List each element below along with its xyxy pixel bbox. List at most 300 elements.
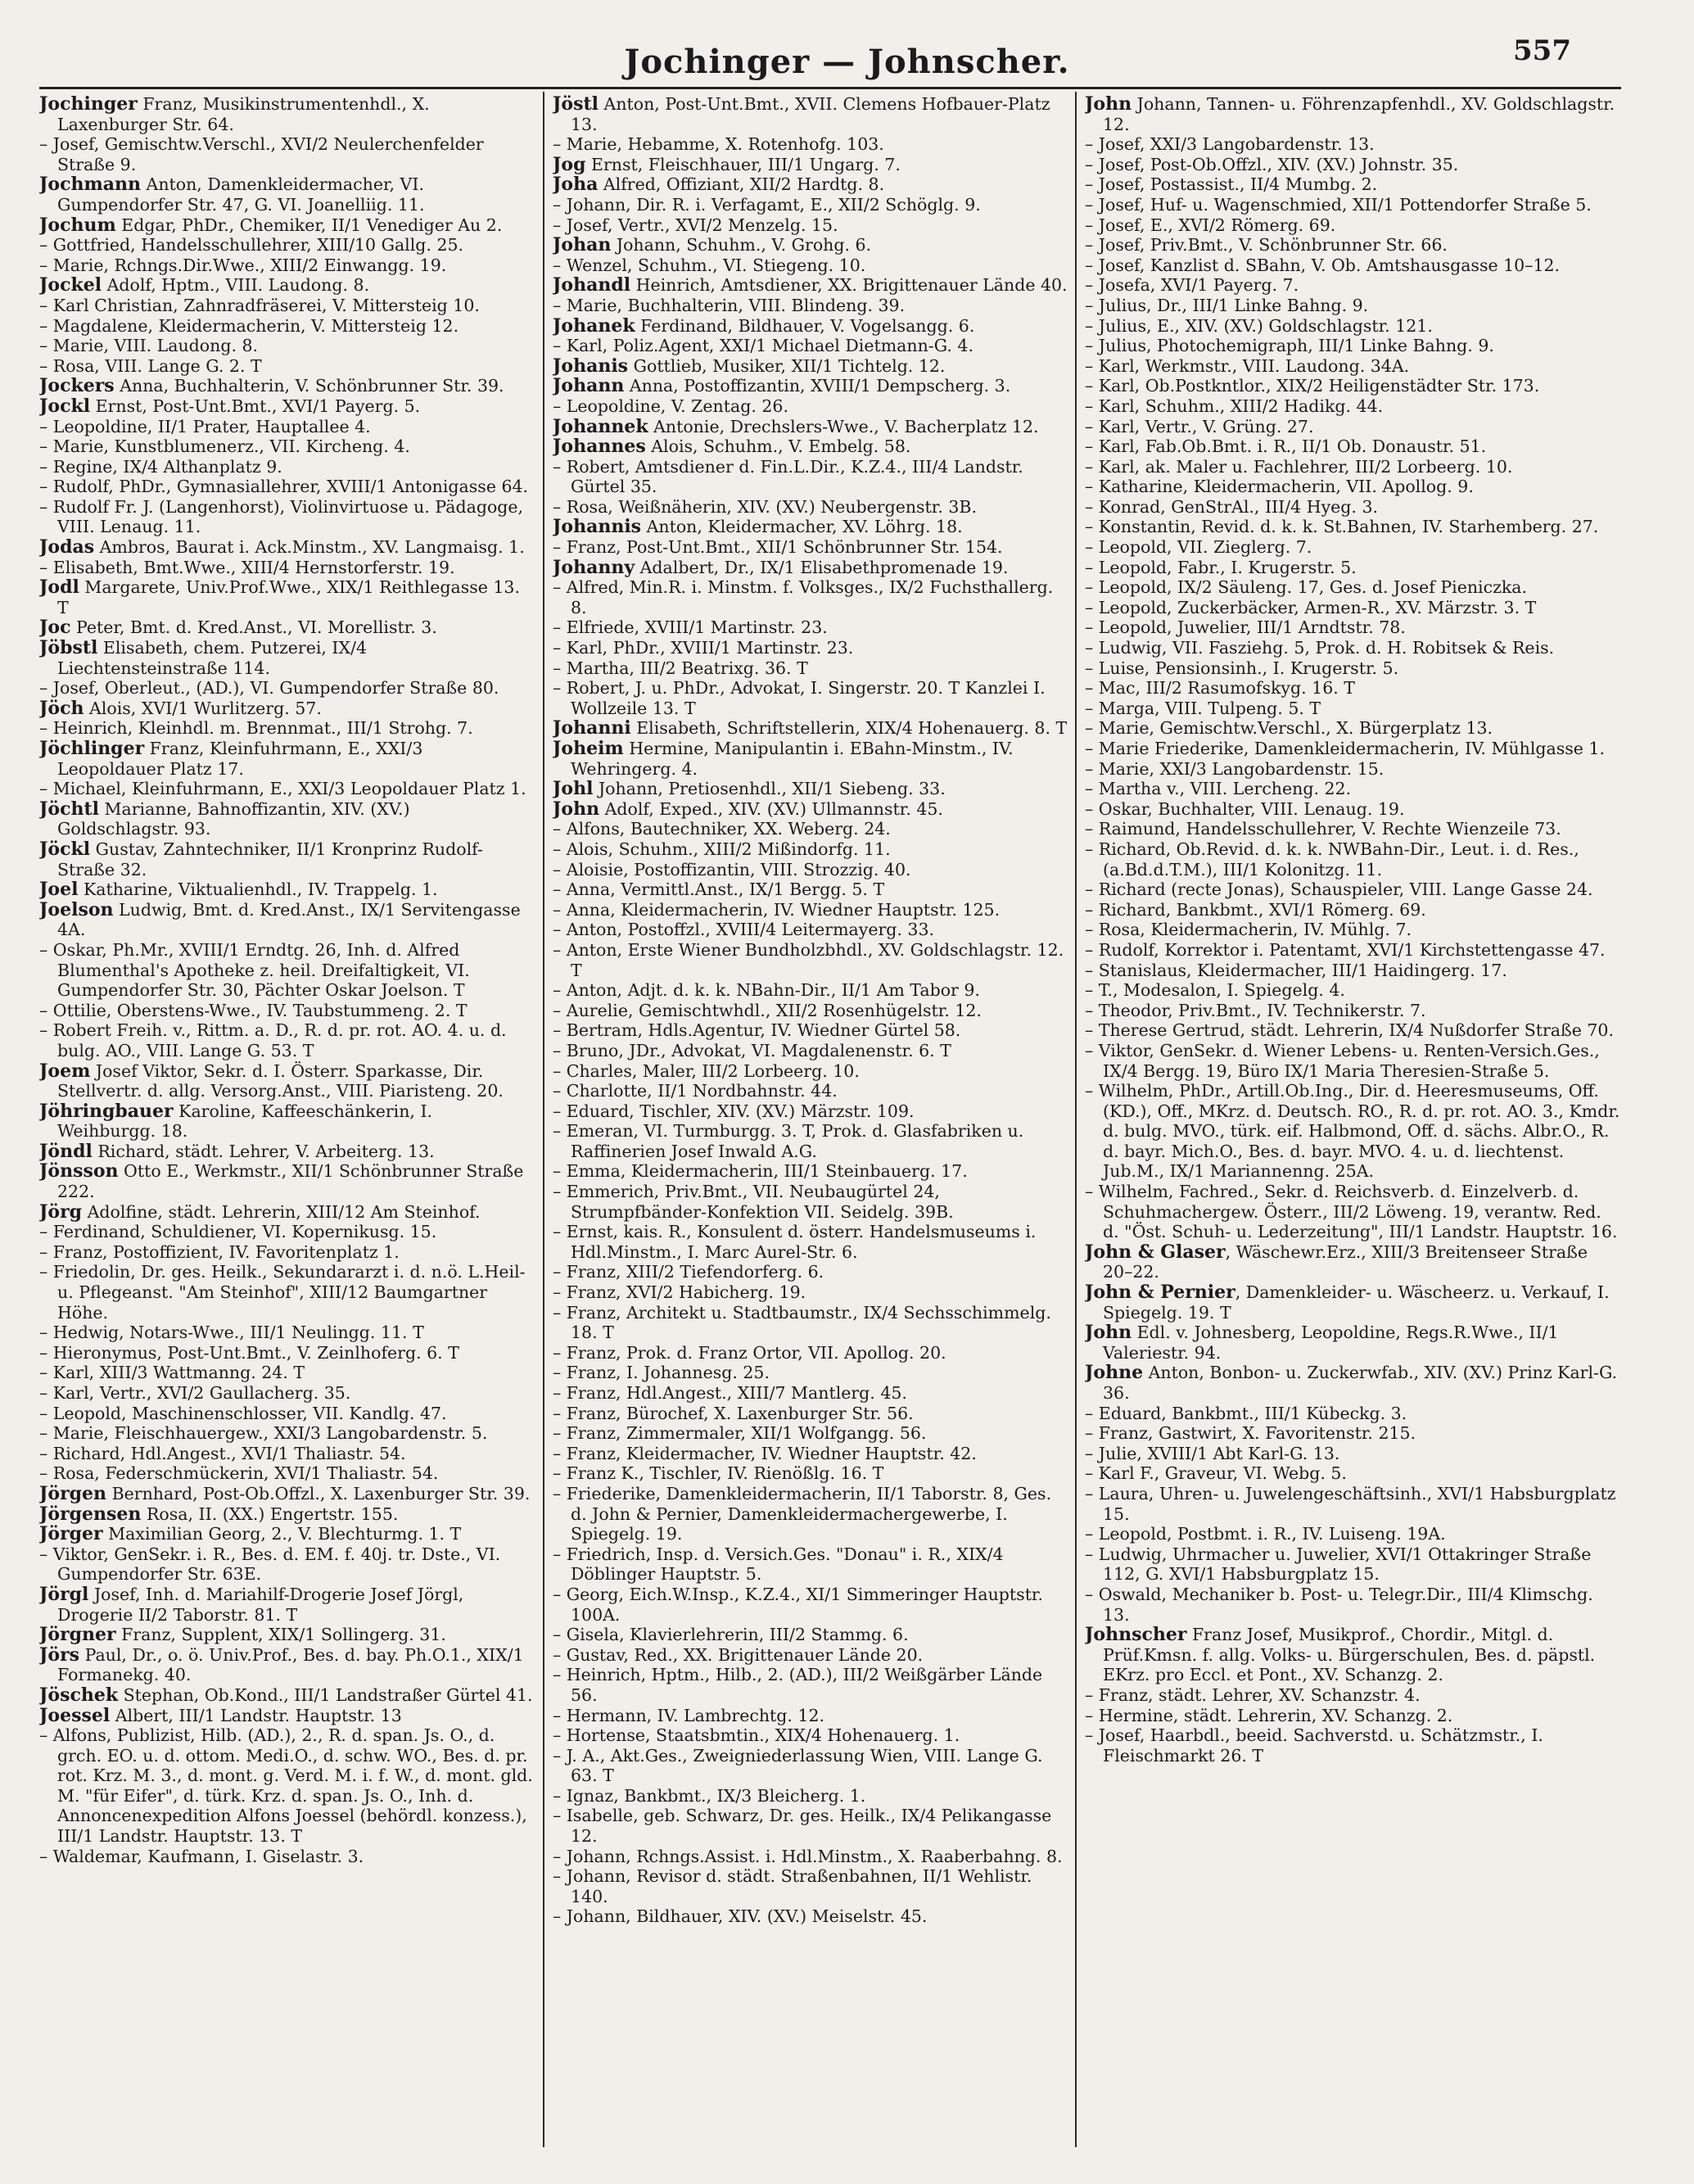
entry-text: – Leopold, IX/2 Säuleng. 17, Ges. d. Josef Pieniczka. [1085, 577, 1528, 598]
directory-entry [553, 457, 1068, 497]
entry-text: – Hermann, IV. Lambrechtg. 12. [553, 1705, 825, 1725]
directory-entry [553, 1806, 1068, 1846]
directory-entry [553, 1866, 1068, 1906]
entry-text: Ernst, Post-Unt.Bmt., XVI/1 Payerg. 5. [90, 396, 421, 416]
entry-text: – Marga, VIII. Tulpeng. 5. T [1085, 698, 1321, 718]
entry-text: – Rosa, Weißnäherin, XIV. (XV.) Neubergenstr. 3B. [553, 496, 977, 517]
entry-surname: Jörgner [39, 1624, 116, 1646]
directory-entry [1085, 699, 1621, 719]
entry-text: – Karl, Vertr., V. Grüng. 27. [1085, 416, 1314, 436]
entry-text: – Georg, Eich.W.Insp., K.Z.4., XI/1 Simmeringer Hauptstr. 100A. [553, 1584, 1043, 1625]
entry-text: – Therese Gertrud, städt. Lehrerin, IX/4 Nußdorfer Straße 70. [1085, 1020, 1614, 1041]
entry-text: – Elisabeth, Bmt.Wwe., XIII/4 Hernstorferstr. 19. [39, 557, 455, 577]
directory-entry [39, 1242, 535, 1263]
directory-entry [553, 577, 1068, 617]
directory-entry [1085, 577, 1621, 598]
entry-text: – Julius, Dr., III/1 Linke Bahng. 9. [1085, 295, 1369, 315]
entry-text: Ferdinand, Bildhauer, V. Vogelsangg. 6. [635, 315, 975, 336]
entry-text: Katharine, Viktualienhdl., IV. Trappelg. 1. [78, 879, 438, 900]
entry-surname: Joheim [553, 738, 624, 759]
directory-entry [39, 739, 535, 779]
entry-text: – Karl, Schuhm., XIII/2 Hadikg. 44. [1085, 396, 1384, 416]
entry-text: – Josef, Priv.Bmt., V. Schönbrunner Str. 66. [1085, 235, 1448, 255]
directory-entry [1085, 1001, 1621, 1021]
directory-entry [553, 296, 1068, 316]
column-divider [543, 92, 544, 2147]
entry-text: – Josef, Gemischtw.Verschl., XVI/2 Neulerchenfelder Straße 9. [39, 134, 484, 174]
entry-text: Franz, Musikinstrumentenhdl., X. Laxenburger Str. 64. [57, 94, 430, 134]
directory-entry [39, 799, 535, 839]
entry-text: – Isabelle, geb. Schwarz, Dr. ges. Heilk., IX/4 Pelikangasse 12. [553, 1806, 1052, 1847]
entry-text: – Alfons, Publizist, Hilb. (AD.), 2., R. d. span. Js. O., d. grch. EO. u. d. ottom. Medi.O., d. schw. WO., Bes. d. pr. rot. Krz. M. 3., d. mont. g. Verd. M. i. f. W., d. mont. gld. M. "für Eifer", d. türk. Krz. d. span. Js. O., Inh. d. Annoncenexpedition Alfons Joessel (behördl. konzess.), III/1 Landstr. Hauptstr. 13. T [39, 1725, 533, 1847]
directory-entry [39, 1061, 535, 1101]
entry-text: – Bruno, JDr., Advokat, VI. Magdalenenstr. 6. T [553, 1040, 951, 1060]
directory-entry [1085, 336, 1621, 356]
directory-entry [39, 537, 535, 558]
directory-entry [553, 1463, 1068, 1484]
directory-entry [1085, 316, 1621, 337]
entry-text: – Leopoldine, II/1 Prater, Hauptallee 4. [39, 416, 371, 436]
entry-text: Alois, Schuhm., V. Embelg. 58. [645, 436, 911, 457]
directory-entry [1085, 457, 1621, 477]
entry-text: – Anna, Kleidermacherin, IV. Wiedner Hauptstr. 125. [553, 899, 1001, 920]
entry-text: – Karl, Poliz.Agent, XXI/1 Michael Dietmann-G. 4. [553, 336, 973, 356]
directory-entry [39, 638, 535, 678]
entry-text: Anton, Damenkleidermacher, VI. Gumpendorfer Str. 47, G. VI. Joanelliig. 11. [57, 174, 425, 215]
entry-surname: Johanny [553, 556, 635, 578]
entry-text: – Franz, Architekt u. Stadtbaumstr., IX/4 Sechsschimmelg. 18. T [553, 1302, 1051, 1343]
entry-surname: Jöbstl [39, 637, 98, 659]
entry-text: – Leopold, Fabr., I. Krugerstr. 5. [1085, 557, 1357, 577]
directory-entry [1085, 1625, 1621, 1685]
directory-entry [553, 900, 1068, 920]
entry-surname: Jodl [39, 577, 79, 599]
directory-entry [553, 678, 1068, 718]
directory-entry [39, 1222, 535, 1242]
directory-entry [1085, 235, 1621, 255]
entry-surname: Jörgen [39, 1482, 107, 1504]
directory-entry [39, 94, 535, 134]
directory-entry [1085, 134, 1621, 155]
entry-text: – Elfriede, XVIII/1 Martinstr. 23. [553, 617, 828, 638]
entry-text: – Karl, XIII/3 Wattmanng. 24. T [39, 1363, 305, 1383]
directory-entry [39, 417, 535, 437]
entry-text: – Konrad, GenStrAl., III/4 Hyeg. 3. [1085, 496, 1379, 517]
directory-entry [553, 336, 1068, 356]
entry-text: – Karl Christian, Zahnradfräserei, V. Mittersteig 10. [39, 295, 480, 315]
entry-text: – Friedolin, Dr. ges. Heilk., Sekundararzt i. d. n.ö. L.Heil- u. Pflegeanst. "Am Steinhof", XIII/12 Baumgartner Höhe. [39, 1262, 526, 1323]
entry-text: – Johann, Dir. R. i. Verfagamt, E., XII/2 Schöglg. 9. [553, 194, 981, 215]
directory-entry [39, 275, 535, 296]
directory-entry [39, 1383, 535, 1404]
entry-text: – Regine, IX/4 Althanplatz 9. [39, 456, 282, 477]
directory-entry [39, 457, 535, 477]
directory-entry [553, 1725, 1068, 1746]
entry-surname: Johandl [553, 274, 631, 296]
entry-surname: Jörs [39, 1644, 80, 1666]
directory-entry [1085, 1041, 1621, 1081]
directory-entry [553, 215, 1068, 236]
entry-surname: Jönsson [39, 1160, 119, 1182]
directory-entry [553, 1665, 1068, 1705]
entry-surname: Johne [1085, 1362, 1144, 1384]
entry-text: , Damenkleider- u. Wäscheerz. u. Verkauf, I. Spiegelg. 19. T [1103, 1282, 1610, 1323]
directory-entry [1085, 1484, 1621, 1524]
entry-text: – Richard, Bankbmt., XVI/1 Römerg. 69. [1085, 899, 1426, 920]
directory-entry [39, 1161, 535, 1201]
directory-entry [553, 1383, 1068, 1404]
entry-text: Marianne, Bahnoffizantin, XIV. (XV.) Goldschlagstr. 93. [57, 798, 410, 839]
entry-surname: Jörger [39, 1523, 103, 1545]
directory-entry [1085, 839, 1621, 879]
directory-entry [553, 658, 1068, 679]
entry-text: – Eduard, Bankbmt., III/1 Kübeckg. 3. [1085, 1403, 1407, 1423]
directory-entry [553, 799, 1068, 820]
entry-surname: Jöndl [39, 1140, 93, 1162]
entry-text: Alois, XVI/1 Wurlitzerg. 57. [84, 698, 322, 718]
directory-entry [39, 376, 535, 396]
entry-text: – Leopold, Maschinenschlosser, VII. Kandlg. 47. [39, 1403, 447, 1423]
entry-text: – Josef, Haarbdl., beeid. Sachverstd. u. Schätzmstr., I. Fleischmarkt 26. T [1085, 1725, 1543, 1766]
entry-text: Johann, Schuhm., V. Grohg. 6. [611, 235, 872, 255]
directory-entry [39, 235, 535, 255]
directory-entry [39, 577, 535, 617]
directory-entry [1085, 477, 1621, 497]
directory-entry [1085, 195, 1621, 215]
entry-surname: John [553, 798, 600, 820]
directory-entry [553, 718, 1068, 739]
entry-text: – Franz, Hdl.Angest., XIII/7 Mantlerg. 45. [553, 1383, 907, 1403]
entry-text: – Johann, Bildhauer, XIV. (XV.) Meiselstr. 45. [553, 1906, 928, 1927]
entry-text: – Johann, Rchngs.Assist. i. Hdl.Minstm., X. Raaberbahng. 8. [553, 1846, 1063, 1866]
directory-entry [39, 336, 535, 356]
entry-text: – Rudolf, Korrektor i. Patentamt, XVI/1 Kirchstettengasse 47. [1085, 939, 1606, 960]
directory-entry [553, 1020, 1068, 1041]
directory-entry [1085, 94, 1621, 134]
directory-entry [39, 1706, 535, 1726]
entry-surname: Johannis [553, 516, 642, 538]
entry-text: Adolf, Hptm., VIII. Laudong. 8. [102, 275, 370, 296]
directory-entry [39, 1645, 535, 1685]
entry-text: – Leopold, Postbmt. i. R., IV. Luiseng. 19A. [1085, 1524, 1446, 1544]
directory-entry [553, 134, 1068, 155]
directory-entry [1085, 517, 1621, 537]
entry-text: Anna, Buchhalterin, V. Schönbrunner Str. 39. [114, 376, 504, 396]
directory-entry [553, 940, 1068, 980]
entry-text: – Josef, Postassist., II/4 Mumbg. 2. [1085, 174, 1378, 195]
entry-surname: Jöchlinger [39, 738, 145, 759]
entry-text: – Franz, städt. Lehrer, XV. Schanzstr. 4. [1085, 1684, 1421, 1705]
entry-text: – Franz, XVI/2 Habicherg. 19. [553, 1282, 806, 1303]
entry-text: – Franz, Zimmermaler, XII/1 Wolfgangg. 56. [553, 1423, 927, 1444]
entry-surname: John [1085, 94, 1132, 115]
directory-entry [1085, 376, 1621, 396]
entry-text: – Ludwig, Uhrmacher u. Juwelier, XVI/1 Ottakringer Straße 112, G. XVI/1 Habsburgplatz 15. [1085, 1544, 1592, 1585]
entry-surname: Joc [39, 617, 71, 639]
entry-surname: Jöstl [553, 94, 599, 115]
entry-surname: Joha [553, 174, 599, 196]
entry-text: Hermine, Manipulantin i. EBahn-Minstm., IV. Wehringerg. 4. [571, 739, 1014, 779]
entry-text: – Josef, XXI/3 Langobardenstr. 13. [1085, 134, 1375, 155]
entry-text: – Marie, Kunstblumenerz., VII. Kircheng. 4. [39, 436, 410, 457]
running-head: Jochinger — Johnscher. [624, 43, 1070, 81]
entry-text: – Karl, Werkmstr., VIII. Laudong. 34A. [1085, 355, 1410, 376]
directory-entry [553, 235, 1068, 255]
directory-entry [39, 1404, 535, 1424]
directory-entry [1085, 879, 1621, 900]
directory-entry [39, 1020, 535, 1060]
directory-entry [1085, 215, 1621, 236]
entry-surname: Johl [553, 778, 594, 800]
directory-entry [39, 1363, 535, 1383]
entry-text: – Josef, E., XVI/2 Römerg. 69. [1085, 215, 1336, 235]
directory-entry [1085, 961, 1621, 981]
page-header [0, 34, 1694, 84]
directory-entry [553, 1625, 1068, 1645]
directory-entry [39, 779, 535, 799]
directory-entry [1085, 1020, 1621, 1041]
directory-entry [39, 1625, 535, 1645]
directory-entry [1085, 739, 1621, 759]
entry-text: Elisabeth, chem. Putzerei, IX/4 Liechtensteinstraße 114. [57, 638, 368, 678]
entry-text: – Katharine, Kleidermacherin, VII. Apollog. 9. [1085, 477, 1474, 497]
entry-surname: John [1085, 1322, 1132, 1344]
directory-entry [553, 1645, 1068, 1666]
directory-entry [39, 255, 535, 276]
entry-text: – Wilhelm, Fachred., Sekr. d. Reichsverb. d. Einzelverb. d. Schuhmachergew. Österr., III/2 Löweng. 19, verantw. Red. d. "Öst. Schuh- u. Lederzeitung", III/1 Landstr. Hauptstr. 16. [1085, 1182, 1618, 1242]
directory-entry [553, 1444, 1068, 1464]
directory-entry [553, 920, 1068, 940]
directory-entry [1085, 1725, 1621, 1766]
entry-text: Josef Viktor, Sekr. d. I. Österr. Sparkasse, Dir. Stellvertr. d. allg. Versorg.Anst., VIII. Piaristeng. 20. [57, 1060, 504, 1101]
entry-text: – Richard (recte Jonas), Schauspieler, VIII. Lange Gasse 24. [1085, 879, 1593, 900]
entry-text: Rosa, II. (XX.) Engertstr. 155. [141, 1503, 399, 1524]
entry-text: Ambros, Baurat i. Ack.Minstm., XV. Langmaisg. 1. [94, 537, 525, 558]
entry-text: – Franz K., Tischler, IV. Rienößlg. 16. T [553, 1463, 884, 1484]
entry-text: Anton, Bonbon- u. Zuckerwfab., XIV. (XV.) Prinz Karl-G. 36. [1103, 1363, 1618, 1403]
entry-text: Paul, Dr., o. ö. Univ.Prof., Bes. d. bay. Ph.O.1., XIX/1 Formanekg. 40. [57, 1644, 524, 1685]
entry-text: – Anton, Postoffzl., XVIII/4 Leitermayerg. 33. [553, 920, 935, 940]
directory-entry [39, 134, 535, 174]
directory-entry [553, 1041, 1068, 1061]
entry-surname: Johnscher [1085, 1624, 1187, 1646]
directory-entry [1085, 497, 1621, 518]
directory-entry [39, 879, 535, 900]
entry-text: – Julius, Photochemigraph, III/1 Linke Bahng. 9. [1085, 336, 1494, 356]
entry-surname: Joem [39, 1060, 91, 1082]
entry-text: – Marie, Fleischhauergew., XXI/3 Langobardenstr. 5. [39, 1423, 488, 1444]
directory-entry [39, 1524, 535, 1544]
directory-entry [1085, 1323, 1621, 1363]
entry-text: – Franz, XIII/2 Tiefendorferg. 6. [553, 1262, 824, 1282]
entry-text: – Alfons, Bautechniker, XX. Weberg. 24. [553, 819, 891, 839]
entry-text: – Robert, J. u. PhDr., Advokat, I. Singerstr. 20. T Kanzlei I. Wollzeile 13. T [553, 678, 1046, 718]
entry-text: – Leopold, Zuckerbäcker, Armen-R., XV. Märzstr. 3. T [1085, 597, 1537, 617]
entry-text: – Ferdinand, Schuldiener, VI. Kopernikusg. 15. [39, 1222, 437, 1242]
directory-entry [553, 396, 1068, 417]
directory-entry [553, 1404, 1068, 1424]
directory-entry [1085, 1404, 1621, 1424]
directory-entry [1085, 417, 1621, 437]
entry-text: – Charlotte, II/1 Nordbahnstr. 44. [553, 1081, 838, 1101]
directory-entry [39, 900, 535, 940]
directory-entry [1085, 759, 1621, 780]
entry-text: Heinrich, Amtsdiener, XX. Brigittenauer Lände 40. [630, 275, 1068, 296]
directory-entry [39, 1585, 535, 1625]
entry-text: – Wenzel, Schuhm., VI. Stiegeng. 10. [553, 255, 866, 275]
directory-entry [1085, 617, 1621, 638]
entry-text: Stephan, Ob.Kond., III/1 Landstraßer Gürtel 41. [118, 1684, 533, 1705]
entry-text: Margarete, Univ.Prof.Wwe., XIX/1 Reithlegasse 13. T [57, 577, 520, 617]
directory-entry [39, 436, 535, 457]
directory-entry [39, 1343, 535, 1363]
directory-entry [1085, 558, 1621, 578]
directory-entry [1085, 296, 1621, 316]
entry-text: Adalbert, Dr., IX/1 Elisabethpromenade 19. [635, 557, 1009, 577]
entry-text: – Johann, Revisor d. städt. Straßenbahnen, II/1 Wehlistr. 140. [553, 1866, 1032, 1906]
entry-surname: Jockers [39, 375, 115, 397]
entry-text: – Stanislaus, Kleidermacher, III/1 Haidingerg. 17. [1085, 960, 1507, 980]
directory-entry [39, 1142, 535, 1162]
entry-text: – Ottilie, Oberstens-Wwe., IV. Taubstummeng. 2. T [39, 1000, 468, 1020]
entry-text: Karoline, Kaffeeschänkerin, I. Weihburgg. 18. [57, 1101, 433, 1142]
directory-entry [1085, 1706, 1621, 1726]
entry-text: – Waldemar, Kaufmann, I. Giselastr. 3. [39, 1846, 364, 1866]
directory-entry [553, 558, 1068, 578]
entry-text: – Emmerich, Priv.Bmt., VII. Neubaugürtel 24, Strumpfbänder-Konfektion VII. Seidelg. 39B. [553, 1182, 954, 1222]
entry-text: – Robert, Amtsdiener d. Fin.L.Dir., K.Z.4., III/4 Landstr. Gürtel 35. [553, 456, 1023, 497]
directory-entry [553, 195, 1068, 215]
directory-entry [1085, 1524, 1621, 1544]
entry-text: – Viktor, GenSekr. i. R., Bes. d. EM. f. 40j. tr. Dste., VI. Gumpendorfer Str. 63E. [39, 1544, 501, 1585]
entry-surname: Johanni [553, 717, 631, 739]
directory-entry [39, 558, 535, 578]
directory-entry [39, 296, 535, 316]
directory-entry [39, 497, 535, 537]
entry-surname: Joelson [39, 898, 114, 920]
directory-entry [553, 155, 1068, 175]
directory-entry [1085, 1463, 1621, 1484]
entry-text: – Josef, Vertr., XVI/2 Menzelg. 15. [553, 215, 838, 235]
directory-entry [553, 739, 1068, 779]
directory-entry [1085, 920, 1621, 940]
directory-entry [1085, 1544, 1621, 1585]
entry-text: – T., Modesalon, I. Spiegelg. 4. [1085, 980, 1345, 1001]
entry-text: Ernst, Fleischhauer, III/1 Ungarg. 7. [585, 154, 901, 174]
directory-entry [1085, 1081, 1621, 1182]
directory-entry [553, 1906, 1068, 1927]
directory-entry [1085, 1685, 1621, 1706]
directory-entry [553, 1121, 1068, 1161]
directory-entry [553, 1363, 1068, 1383]
entry-text: – Richard, Hdl.Angest., XVI/1 Thaliastr. 54. [39, 1443, 406, 1463]
entry-text: – Ignaz, Bankbmt., IX/3 Bleicherg. 1. [553, 1785, 866, 1806]
entry-text: Bernhard, Post-Ob.Offzl., X. Laxenburger Str. 39. [106, 1483, 531, 1503]
column-1 [39, 94, 535, 2150]
entry-text: – Franz, Gastwirt, X. Favoritenstr. 215. [1085, 1423, 1416, 1444]
entry-text: – Marie, VIII. Laudong. 8. [39, 336, 259, 356]
entry-text: – Ernst, kais. R., Konsulent d. österr. Handelsmuseums i. Hdl.Minstm., I. Marc Aurel-Str. 6. [553, 1222, 1037, 1262]
entry-text: Peter, Bmt. d. Kred.Anst., VI. Morellistr. 3. [70, 617, 437, 638]
entry-text: – Friedrich, Insp. d. Versich.Ges. "Donau" i. R., XIX/4 Döblinger Hauptstr. 5. [553, 1544, 1004, 1585]
directory-entry [553, 1161, 1068, 1182]
entry-text: – Gustav, Red., XX. Brigittenauer Lände 20. [553, 1644, 924, 1665]
entry-text: – Karl, Vertr., XVI/2 Gaullacherg. 35. [39, 1383, 351, 1403]
directory-entry [553, 537, 1068, 558]
directory-entry [553, 617, 1068, 638]
directory-entry [1085, 718, 1621, 739]
directory-entry [553, 1746, 1068, 1786]
directory-entry [1085, 1423, 1621, 1444]
entry-text: Johann, Pretiosenhdl., XII/1 Siebeng. 33. [593, 779, 946, 799]
entry-text: – Marie, Hebamme, X. Rotenhofg. 103. [553, 134, 884, 155]
entry-text: Franz, Supplent, XIX/1 Sollingerg. 31. [115, 1625, 446, 1645]
entry-text: – Josefa, XVI/1 Payerg. 7. [1085, 275, 1299, 296]
entry-surname: Johanek [553, 314, 635, 337]
entry-text: – Leopold, Juwelier, III/1 Arndtstr. 78. [1085, 617, 1406, 638]
entry-text: – Julie, XVIII/1 Abt Karl-G. 13. [1085, 1443, 1340, 1463]
entry-text: – Mac, III/2 Rasumofskyg. 16. T [1085, 678, 1355, 699]
directory-entry [39, 1101, 535, 1142]
entry-text: – Franz, Postoffizient, IV. Favoritenplatz 1. [39, 1241, 400, 1262]
directory-entry [553, 316, 1068, 337]
entry-text: Maximilian Georg, 2., V. Blechturmg. 1. T [102, 1524, 462, 1544]
directory-entry [39, 1444, 535, 1464]
directory-entry [39, 678, 535, 699]
directory-entry [553, 1585, 1068, 1625]
entry-surname: Jörg [39, 1201, 83, 1223]
entry-surname: Jochmann [39, 174, 141, 196]
entry-text: Anton, Post-Unt.Bmt., XVII. Clemens Hofbauer-Platz 13. [571, 94, 1050, 134]
entry-text: Edl. v. Johnesberg, Leopoldine, Regs.R.Wwe., II/1 Valeriestr. 94. [1103, 1323, 1559, 1363]
directory-entry [39, 1685, 535, 1706]
directory-entry [1085, 396, 1621, 417]
directory-entry [553, 376, 1068, 396]
entry-surname: Jöckl [39, 838, 91, 860]
entry-text: – Leopoldine, V. Zentag. 26. [553, 396, 788, 416]
entry-text: Elisabeth, Schriftstellerin, XIX/4 Hohenauerg. 8. T [630, 718, 1068, 739]
entry-text: – Karl, Ob.Postkntlor., XIX/2 Heiligenstädter Str. 173. [1085, 376, 1540, 396]
entry-text: Gustav, Zahntechniker, II/1 Kronprinz Rudolf-Straße 32. [57, 839, 483, 879]
entry-text: Johann, Tannen- u. Föhrenzapfenhdl., XV. Goldschlagstr. 12. [1103, 94, 1615, 134]
entry-text: – Franz, Kleidermacher, IV. Wiedner Hauptstr. 42. [553, 1443, 977, 1463]
entry-text: – Gisela, Klavierlehrerin, III/2 Stammg. 6. [553, 1625, 909, 1645]
directory-entry [553, 1706, 1068, 1726]
entry-text: – Martha, III/2 Beatrixg. 36. T [553, 658, 808, 678]
entry-text: – Raimund, Handelsschullehrer, V. Rechte Wienzeile 73. [1085, 819, 1561, 839]
directory-entry [1085, 940, 1621, 961]
directory-entry [553, 879, 1068, 900]
entry-text: – Oskar, Ph.Mr., XVIII/1 Erndtg. 26, Inh. d. Alfred Blumenthal's Apotheke z. heil. Dreifaltigkeit, VI. Gumpendorfer Str. 30, Pächter Oskar Joelson. T [39, 939, 470, 1001]
entry-text: – Rosa, Kleidermacherin, IV. Mühlg. 7. [1085, 920, 1412, 940]
header-rule [39, 87, 1621, 89]
entry-surname: Jörgensen [39, 1503, 142, 1525]
entry-text: – Anton, Adjt. d. k. k. NBahn-Dir., II/1 Am Tabor 9. [553, 980, 980, 1001]
directory-entry [553, 779, 1068, 799]
directory-entry [1085, 638, 1621, 658]
entry-surname: Johanis [553, 355, 629, 377]
entry-text: – Franz, Prok. d. Franz Ortor, VII. Apollog. 20. [553, 1342, 946, 1363]
entry-text: – Rosa, Federschmückerin, XVI/1 Thaliastr. 54. [39, 1463, 439, 1484]
directory-entry [1085, 174, 1621, 195]
entry-text: Adolfine, städt. Lehrerin, XIII/12 Am Steinhof. [82, 1201, 481, 1222]
entry-text: Otto E., Werkmstr., XII/1 Schönbrunner Straße 222. [57, 1161, 524, 1202]
directory-entry [553, 1222, 1068, 1262]
directory-entry [1085, 980, 1621, 1001]
directory-entry [553, 1061, 1068, 1082]
entry-text: – J. A., Akt.Ges., Zweigniederlassung Wien, VIII. Lange G. 63. T [553, 1745, 1043, 1786]
column-3 [1085, 94, 1621, 2150]
